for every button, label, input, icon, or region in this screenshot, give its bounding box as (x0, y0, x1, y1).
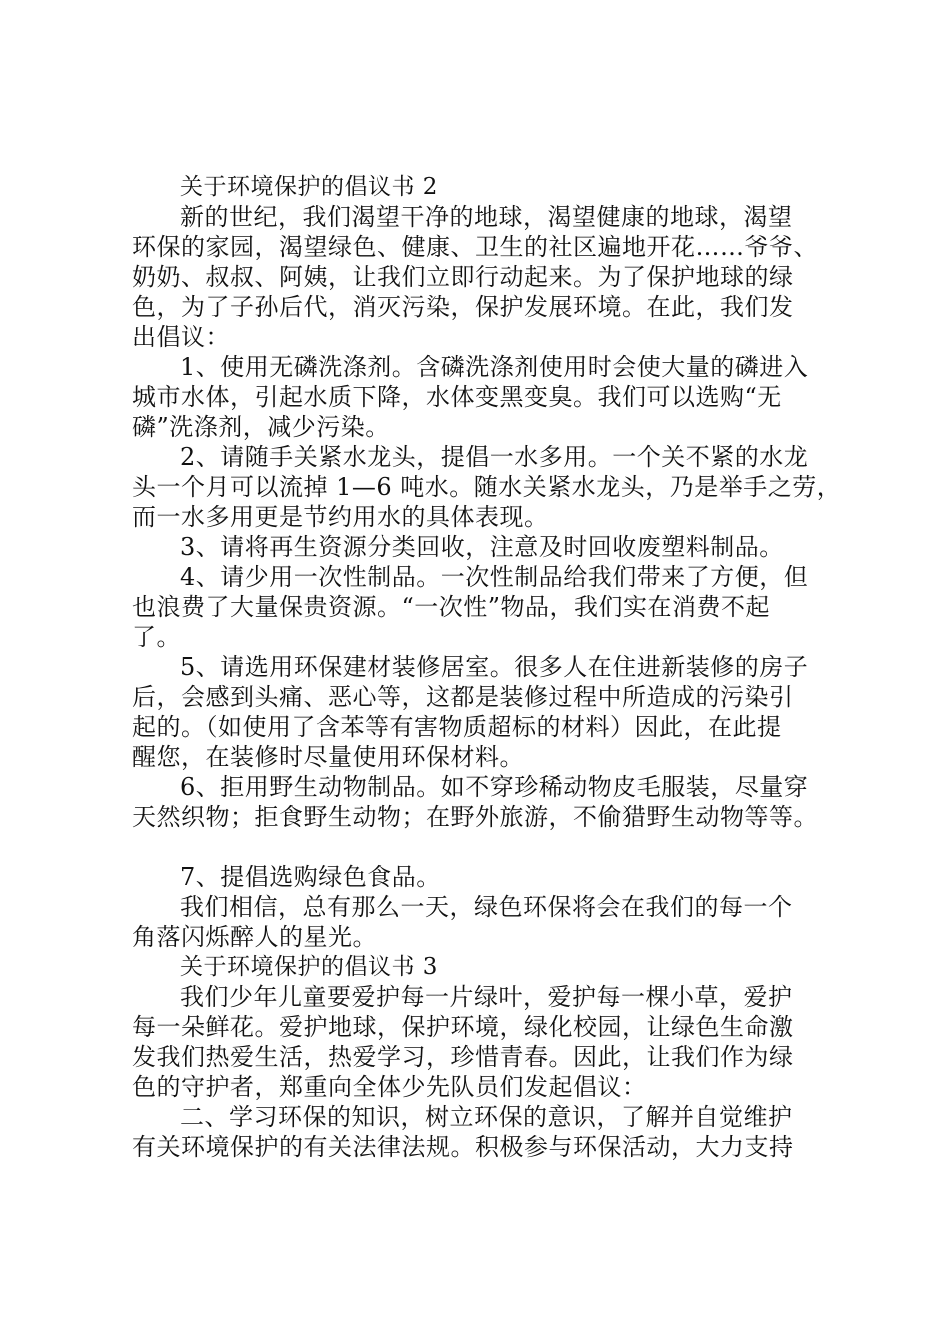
text-line: 起的。（如使用了含苯等有害物质超标的材料）因此，在此提 (132, 713, 782, 741)
text-line: 二、学习环保的知识，树立环保的意识，了解并自觉维护 (180, 1103, 793, 1131)
text-line: 我们相信，总有那么一天，绿色环保将会在我们的每一个 (180, 893, 793, 921)
text-line: 6、拒用野生动物制品。如不穿珍稀动物皮毛服装，尽量穿 (180, 773, 809, 801)
text-line: 也浪费了大量保贵资源。“一次性”物品，我们实在消费不起 (132, 593, 771, 621)
text-line: 天然织物；拒食野生动物；在野外旅游，不偷猎野生动物等等。 (132, 803, 818, 831)
text-line: 城市水体，引起水质下降，水体变黑变臭。我们可以选购“无 (132, 383, 782, 411)
section-heading: 关于环境保护的倡议书 2 (180, 174, 438, 200)
text-line: 有关环境保护的有关法律法规。积极参与环保活动，大力支持 (132, 1133, 794, 1161)
text-line: 磷”洗涤剂，减少污染。 (132, 413, 390, 441)
text-line: 环保的家园，渴望绿色、健康、卫生的社区遍地开花……爷爷、 (132, 233, 818, 261)
blank-line (132, 832, 832, 862)
text-line: 角落闪烁醉人的星光。 (132, 923, 377, 951)
text-line: 4、请少用一次性制品。一次性制品给我们带来了方便，但 (180, 563, 809, 591)
text-line: 色的守护者，郑重向全体少先队员们发起倡议： (132, 1073, 647, 1101)
text-line: 醒您，在装修时尽量使用环保材料。 (132, 743, 524, 771)
text-line: 后，会感到头痛、恶心等，这都是装修过程中所造成的污染引 (132, 683, 794, 711)
text-line: 色，为了子孙后代，消灭污染，保护发展环境。在此，我们发 (132, 293, 794, 321)
text-line: 2、请随手关紧水龙头，提倡一水多用。一个关不紧的水龙 (180, 443, 809, 471)
text-line: 奶奶、叔叔、阿姨，让我们立即行动起来。为了保护地球的绿 (132, 263, 794, 291)
text-line: 7、提倡选购绿色食品。 (180, 863, 441, 891)
section-heading: 关于环境保护的倡议书 3 (180, 954, 438, 980)
text-line: 3、请将再生资源分类回收，注意及时回收废塑料制品。 (180, 533, 784, 561)
text-line: 头一个月可以流掉 1—6 吨水。随水关紧水龙头，乃是举手之劳， (132, 473, 842, 501)
text-line: 每一朵鲜花。爱护地球，保护环境，绿化校园，让绿色生命激 (132, 1013, 794, 1041)
text-line: 而一水多用更是节约用水的具体表现。 (132, 503, 549, 531)
text-line: 1、使用无磷洗涤剂。含磷洗涤剂使用时会使大量的磷进入 (180, 353, 809, 381)
text-line: 发我们热爱生活，热爱学习，珍惜青春。因此，让我们作为绿 (132, 1043, 794, 1071)
document-body (132, 172, 842, 1162)
text-line: 了。 (132, 623, 181, 651)
text-line: 新的世纪，我们渴望干净的地球，渴望健康的地球，渴望 (180, 203, 793, 231)
text-line: 我们少年儿童要爱护每一片绿叶，爱护每一棵小草，爱护 (180, 983, 793, 1011)
text-line: 5、请选用环保建材装修居室。很多人在住进新装修的房子 (180, 653, 809, 681)
text-line: 出倡议： (132, 323, 230, 351)
